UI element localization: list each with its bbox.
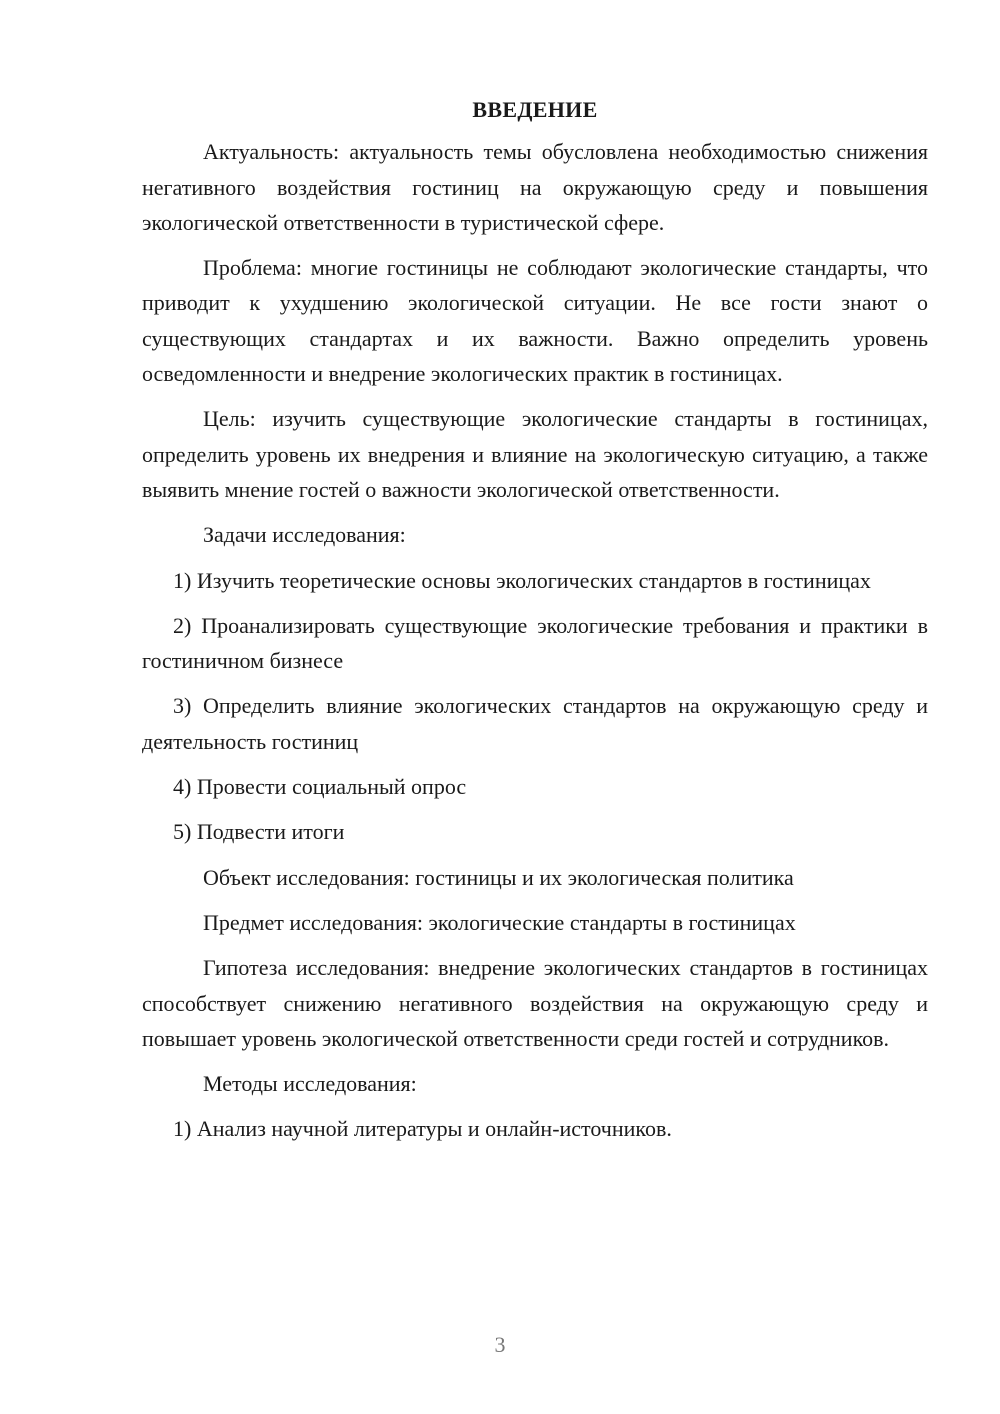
task-item-5: 5) Подвести итоги — [173, 819, 345, 845]
document-page — [142, 92, 928, 1157]
problem-paragraph: Проблема: многие гостиницы не соблюдают экологические стандарты, что приводит к ухудшению экологической ситуации. Не все гости знают о существующих стандартах и их важности. Важно определить уровень осведомленности и внедрение экологических практик в гостиницах. — [142, 255, 928, 387]
page-number: 3 — [494, 1332, 506, 1357]
task-item-3: 3) Определить влияние экологических стандартов на окружающую среду и деятельность гостиниц — [142, 693, 928, 754]
object-paragraph: Объект исследования: гостиницы и их экологическая политика — [203, 864, 794, 890]
method-item-1: 1) Анализ научной литературы и онлайн-источников. — [173, 1116, 672, 1142]
tasks-heading: Задачи исследования: — [203, 522, 406, 548]
relevance-paragraph: Актуальность: актуальность темы обусловлена необходимостью снижения негативного воздействия гостиниц на окружающую среду и повышения экологической ответственности в туристической сфере. — [142, 139, 928, 235]
task-item-1: 1) Изучить теоретические основы экологических стандартов в гостиницах — [173, 567, 871, 593]
section-title: ВВЕДЕНИЕ — [472, 97, 598, 122]
subject-paragraph: Предмет исследования: экологические стандарты в гостиницах — [203, 909, 796, 935]
hypothesis-paragraph: Гипотеза исследования: внедрение экологических стандартов в гостиницах способствует снижению негативного воздействия на окружающую среду и повышает уровень экологической ответственности среди гостей и сотрудников. — [142, 955, 928, 1051]
task-item-2: 2) Проанализировать существующие экологические требования и практики в гостиничном бизнесе — [142, 612, 928, 674]
task-item-4: 4) Провести социальный опрос — [173, 774, 467, 800]
methods-heading: Методы исследования: — [203, 1071, 417, 1097]
goal-paragraph: Цель: изучить существующие экологические стандарты в гостиницах, определить уровень их внедрения и влияние на экологическую ситуацию, а также выявить мнение гостей о важности экологической ответственности. — [142, 406, 928, 502]
